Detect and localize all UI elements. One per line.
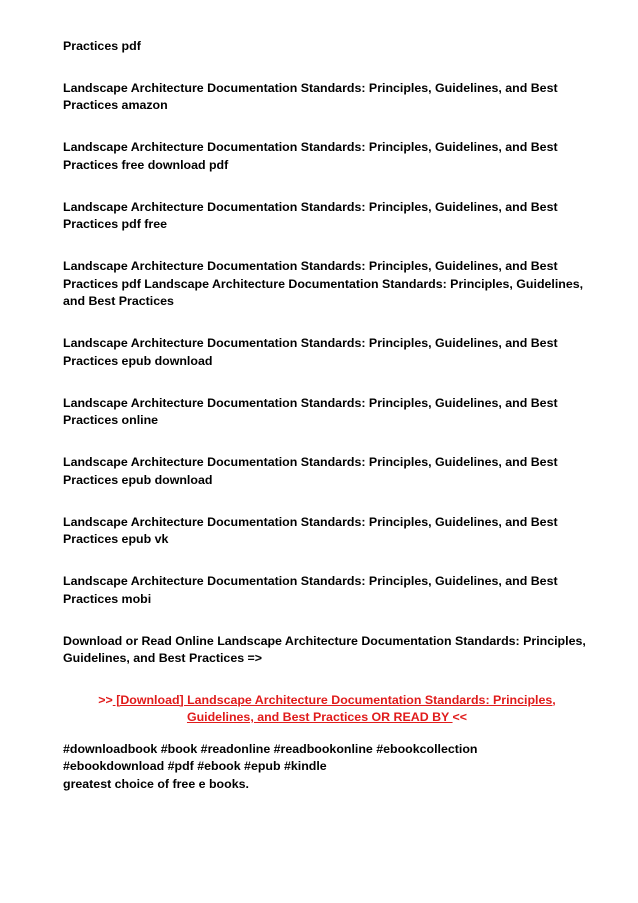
download-cta-text: Download or Read Online Landscape Architecture Documentation Standards: Principles, Guidelines, and Best Practices => [63,633,586,665]
document-body [63,38,591,793]
paragraph-free-download-pdf: Landscape Architecture Documentation Standards: Principles, Guidelines, and Best Practices free download pdf [63,140,558,172]
paragraph-epub-vk: Landscape Architecture Documentation Standards: Principles, Guidelines, and Best Practices epub vk [63,514,558,546]
paragraph-pdf-free: Landscape Architecture Documentation Standards: Principles, Guidelines, and Best Practices pdf free [63,199,558,231]
paragraph-online: Landscape Architecture Documentation Standards: Principles, Guidelines, and Best Practices online [63,395,558,427]
paragraph-pdf-repeat: Landscape Architecture Documentation Standards: Principles, Guidelines, and Best Practices pdf Landscape Architecture Documentation Standards: Principles, Guidelines, and Best Practices [63,259,584,308]
paragraph-mobi: Landscape Architecture Documentation Standards: Principles, Guidelines, and Best Practices mobi [63,574,558,606]
hashtags-line-2: #ebookdownload #pdf #ebook #epub #kindle [63,759,327,773]
paragraph-epub-download: Landscape Architecture Documentation Standards: Principles, Guidelines, and Best Practices epub download [63,336,558,368]
hashtags-block [63,741,591,794]
hashtags-line-1: #downloadbook #book #readonline #readbookonline #ebookcollection [63,741,478,756]
link-suffix: << [452,710,468,724]
paragraph-epub-download-2: Landscape Architecture Documentation Standards: Principles, Guidelines, and Best Practices epub download [63,455,558,487]
link-prefix: >> [98,692,113,707]
paragraph-practices-pdf: Practices pdf [63,39,141,53]
download-link-block [63,692,591,727]
hashtags-line-3: greatest choice of free e books. [63,776,249,791]
download-link[interactable]: [Download] Landscape Architecture Documentation Standards: Principles, Guidelines, and Best Practices OR READ BY [112,692,556,724]
paragraph-amazon: Landscape Architecture Documentation Standards: Principles, Guidelines, and Best Practices amazon [63,80,558,112]
